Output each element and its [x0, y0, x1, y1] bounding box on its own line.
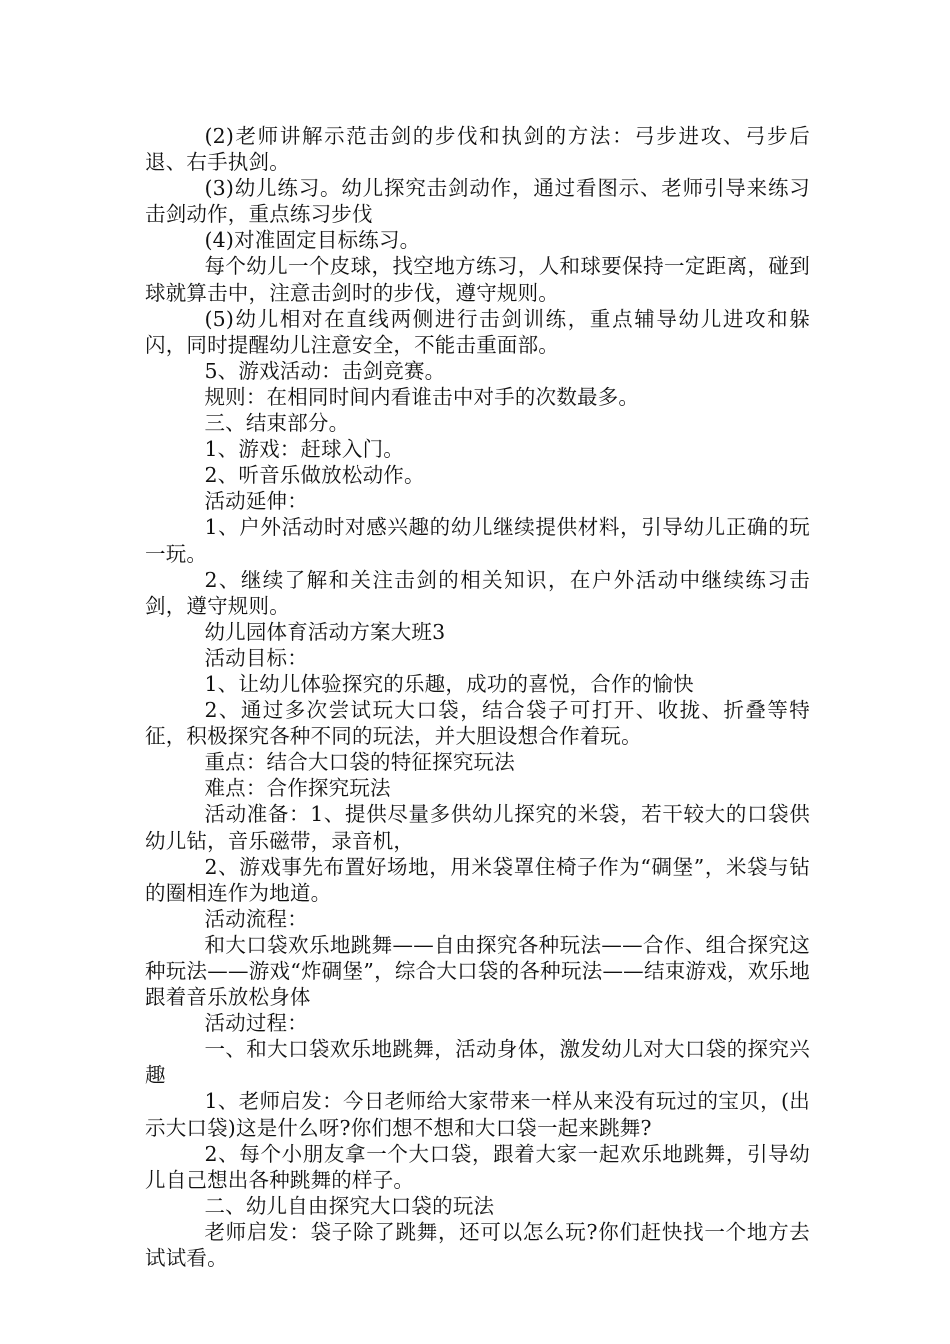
paragraph: (3)幼儿练习。幼儿探究击剑动作，通过看图示、老师引导来练习击剑动作，重点练习步伐 — [145, 176, 810, 227]
paragraph: 1、游戏：赶球入门。 — [204, 437, 404, 462]
paragraph: 2、继续了解和关注击剑的相关知识，在户外活动中继续练习击剑，遵守规则。 — [145, 567, 810, 618]
paragraph: 2、通过多次尝试玩大口袋，结合袋子可打开、收拢、折叠等特征，积极探究各种不同的玩法，并大胆设想合作着玩。 — [145, 698, 810, 749]
paragraph: 一、和大口袋欢乐地跳舞，活动身体，激发幼儿对大口袋的探究兴趣 — [145, 1037, 810, 1088]
section-heading: 活动过程： — [204, 1011, 308, 1036]
paragraph: 老师启发：袋子除了跳舞，还可以怎么玩?你们赶快找一个地方去试试看。 — [145, 1219, 810, 1271]
paragraph: 2、每个小朋友拿一个大口袋，跟着大家一起欢乐地跳舞，引导幼儿自己想出各种跳舞的样子。 — [145, 1141, 810, 1192]
paragraph: 活动准备：1、提供尽量多供幼儿探究的米袋，若干较大的口袋供幼儿钻，音乐磁带，录音机， — [145, 802, 810, 853]
paragraph: 1、户外活动时对感兴趣的幼儿继续提供材料，引导幼儿正确的玩一玩。 — [145, 515, 810, 566]
section-heading: 三、结束部分。 — [204, 411, 350, 436]
section-heading: 活动目标： — [204, 645, 308, 670]
paragraph: 1、让幼儿体验探究的乐趣，成功的喜悦，合作的愉快 — [204, 671, 694, 696]
paragraph: 2、听音乐做放松动作。 — [204, 463, 425, 488]
paragraph: 难点：合作探究玩法 — [204, 776, 391, 801]
paragraph: 2、游戏事先布置好场地，用米袋罩住椅子作为“碉堡”，米袋与钻的圈相连作为地道。 — [145, 854, 810, 905]
section-heading: 二、幼儿自由探究大口袋的玩法 — [204, 1193, 495, 1218]
paragraph: 5、游戏活动：击剑竞赛。 — [204, 358, 446, 383]
document-title: 幼儿园体育活动方案大班3 — [204, 619, 446, 644]
section-heading: 活动延伸： — [204, 489, 308, 514]
paragraph: 重点：结合大口袋的特征探究玩法 — [204, 750, 515, 775]
paragraph: 每个幼儿一个皮球，找空地方练习，人和球要保持一定距离，碰到球就算击中，注意击剑时的步伐，遵守规则。 — [145, 254, 810, 305]
section-heading: 活动流程： — [204, 906, 308, 931]
paragraph: 和大口袋欢乐地跳舞——自由探究各种玩法——合作、组合探究这种玩法——游戏“炸碉堡”，综合大口袋的各种玩法——结束游戏，欢乐地跟着音乐放松身体 — [145, 932, 810, 1010]
paragraph: 规则：在相同时间内看谁击中对手的次数最多。 — [204, 384, 640, 409]
paragraph: (4)对准固定目标练习。 — [204, 228, 421, 253]
paragraph: (2)老师讲解示范击剑的步伐和执剑的方法：弓步进攻、弓步后退、右手执剑。 — [145, 124, 810, 175]
paragraph: (5)幼儿相对在直线两侧进行击剑训练，重点辅导幼儿进攻和躲闪，同时提醒幼儿注意安全，不能击重面部。 — [145, 306, 810, 357]
document-body — [145, 123, 810, 1271]
paragraph: 1、老师启发：今日老师给大家带来一样从来没有玩过的宝贝，(出示大口袋)这是什么呀?你们想不想和大口袋一起来跳舞? — [145, 1089, 810, 1140]
